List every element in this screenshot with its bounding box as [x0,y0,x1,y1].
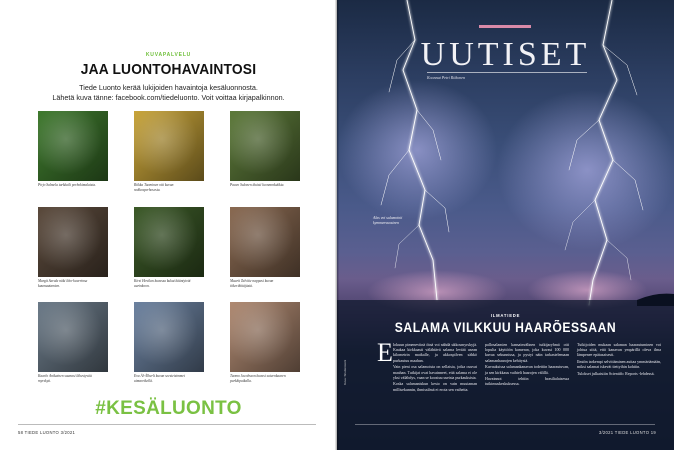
reader-photo-image [38,302,108,372]
left-folio: 58 TIEDE LUONTO 3/2021 [18,430,76,435]
right-folio: 3/2021 TIEDE LUONTO 19 [598,430,656,435]
article-paragraph: Havainnot tehtiin brasilialaisessa tutkimuskeskuksessa. [485,376,569,387]
reader-photo-image [134,111,204,181]
reader-photo [38,302,108,383]
reader-photo-image [38,111,108,181]
reader-photo-caption: Riikka Tuominen otti kuvan nokkosperhosesta. [134,183,174,192]
reader-photo-image [230,111,300,181]
right-page [337,0,674,450]
left-page-title: JAA LUONTOHAVAINTOSI [80,61,257,78]
left-kicker: KUVAPALVELU [145,52,192,58]
reader-photo-caption: Kaarlo Anikainen saunasi lähestyvää myrskyä. [38,374,92,383]
article-paragraph: Vain pieni osa salamoista on sellaisia, jotka osuvat maahan. Tutkijat ovat havainneet, että salama ei ole yksi välähdys, vaan se koostuu useista purkauksista. [393,364,477,380]
reader-photo-image [230,302,300,372]
reader-photo [230,111,300,188]
reader-photo [134,207,204,288]
reader-photo-image [134,207,204,277]
article-paragraph: Kuvauksissa salamankanavan todettiin haarautuvan, ja sen kirkkaus vaihteli haarojen välillä. [485,364,569,375]
footer-rule [18,424,316,425]
reader-photo-caption: Paavo Salonen ikuisti luonnonkukkia. [230,183,285,187]
reader-photo-caption: Tuomo Jacobsson kuvasi sateenkaaren parkkipaikalla. [230,374,286,383]
footer-rule-right [355,424,655,425]
sky-glow-right [497,90,674,250]
article-headline: SALAMA VILKKUU HAARÕESSAAN [394,320,617,335]
intro-line-1: Tiede Luonto kerää lukijoiden havaintoja kesäluonnosta. [79,83,258,92]
reader-photo [134,111,204,192]
article-paragraph: Koska salamaniskun kesto on vain muutaman millisekunnin, ihmissilmä ei erota sen vaiheita. [393,381,477,392]
reader-photo [230,302,300,383]
reader-photo-image [38,207,108,277]
reader-photo [134,302,204,383]
byline: Koonnut Petri Riikonen [427,75,465,80]
reader-photo-caption: Kirsi Hovilan kuvassa kukat kääntyivät aurinkoon. [134,279,191,288]
article-column-3 [577,342,661,378]
article-column-1 [393,342,477,393]
reader-photo-caption: Eva Ål-Ålherlt kuvan seesteisimmet uimaretkellä. [134,374,185,383]
reader-photo [38,111,108,188]
article-paragraph: pallosalamien kansainvälinen tutkijaryhmä otti lopulta käyttöön kameran, joka kuvasi 100 000 kuvaa sekunnissa, ja pystyi näin tarkastelemaan salamanhaarojen kehitystä. [485,342,569,363]
intro-line-2: Lähetä kuva tänne: facebook.com/tiedeluonto. Voit voittaa kirjapalkinnon. [52,93,285,102]
left-intro [30,83,307,103]
drop-cap: E [377,338,393,367]
sky-glow-left [337,80,497,220]
article-paragraph: Tutkijoiden mukaan salaman haarautuminen voi johtua siitä, että kanavan ympärillä oleva ilma lämpenee epätasaisesti. [577,342,661,358]
article-column-2 [485,342,569,388]
reader-photo-image [230,207,300,277]
reader-photo [38,207,108,288]
reader-photo [230,207,300,288]
reader-photo-caption: Margit Sarala näki liito-kaverinsa kuumuutamien. [38,279,88,288]
hashtag-heading: #KESÄLUONTO [95,398,242,419]
reader-photo-caption: Pirjo Salmela tarkkaili perhokimalaista. [38,183,97,187]
title-underline [427,72,587,73]
photo-credit: Kuva: Shutterstock [343,359,347,385]
section-kicker-bar [479,25,531,28]
reader-photo-caption: Maarit Talvitie nappasi kuvan tiikerikiitäjästä. [230,279,274,288]
article-kicker: ILMATIEDE [490,313,521,318]
article-paragraph: Tulokset julkaistiin Scientific Reports -lehdessä. [577,371,655,377]
section-title: UUTISET [420,36,591,73]
page-gutter [335,0,339,450]
article-paragraph: lokuun pimeneviinä öinä voi nähdä ukkosmyrskyjä. Kaukaa kirkkaasti välähtävä salama leviää usean kilometrin matkalle, ja ukkospilven sähkö purkautuu maahan. [393,342,477,363]
article-paragraph: Ilmiön tarkempi selvittäminen auttaa ymmärtämään, miksi salamat iskevät tiettyihin kohtiin. [577,359,661,370]
reader-photo-image [134,302,204,372]
photo-caption: Alas voi salamointi kymmenvuosinen [373,216,403,225]
